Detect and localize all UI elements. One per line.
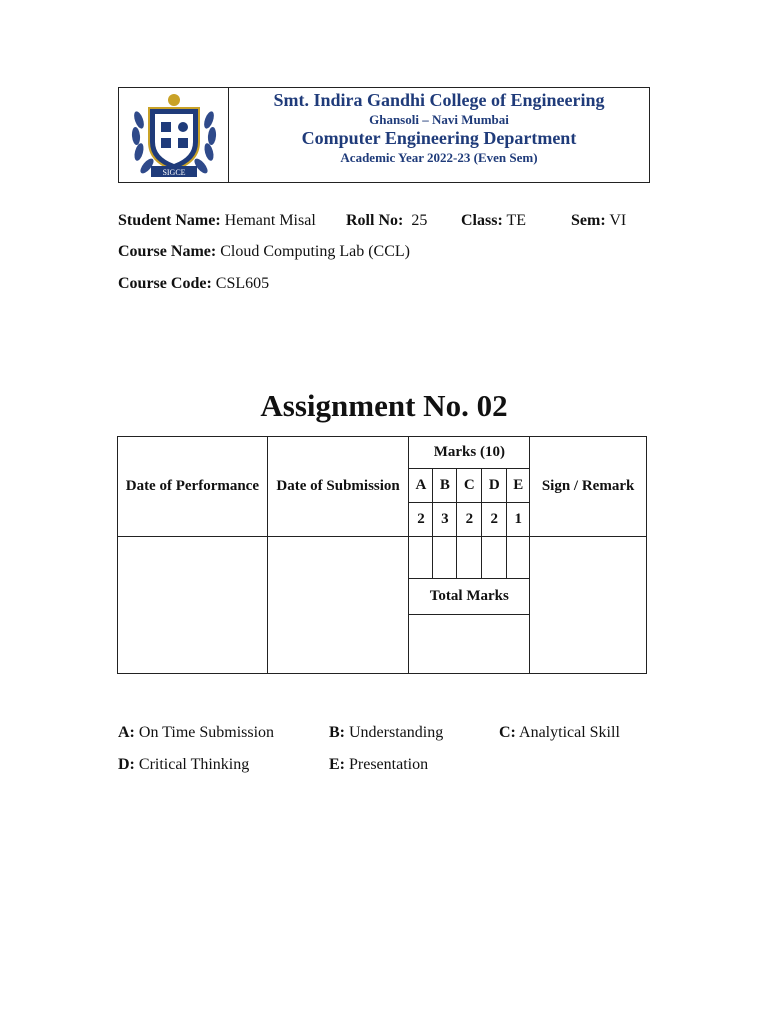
legend-b bbox=[329, 724, 443, 742]
marks-table bbox=[117, 436, 647, 674]
course-code-label: Course Code: bbox=[118, 275, 212, 292]
course-name-label: Course Name: bbox=[118, 243, 217, 260]
legend-c bbox=[499, 724, 620, 742]
course-code-line bbox=[118, 275, 269, 293]
legend-text: On Time Submission bbox=[138, 724, 275, 741]
class-line bbox=[461, 212, 526, 230]
course-name-line bbox=[118, 243, 410, 261]
college-info bbox=[229, 88, 649, 182]
student-name-line bbox=[118, 212, 316, 230]
max-marks-b: 3 bbox=[433, 503, 457, 537]
max-marks-c: 2 bbox=[457, 503, 482, 537]
total-marks-label: Total Marks bbox=[409, 579, 530, 615]
college-location: Ghansoli – Navi Mumbai bbox=[369, 112, 509, 127]
sem-label: Sem: bbox=[571, 212, 606, 229]
criteria-a: A bbox=[409, 469, 433, 503]
student-name-label: Student Name: bbox=[118, 212, 221, 229]
marks-cell-b[interactable] bbox=[433, 537, 457, 579]
course-code-value: CSL605 bbox=[215, 275, 270, 292]
date-of-performance-header: Date of Performance bbox=[118, 437, 268, 537]
marks-cell-a[interactable] bbox=[409, 537, 433, 579]
legend-a bbox=[118, 724, 274, 742]
student-name-value: Hemant Misal bbox=[224, 212, 316, 229]
legend-key: D: bbox=[118, 756, 135, 773]
college-header bbox=[118, 87, 650, 183]
legend-key: B: bbox=[329, 724, 345, 741]
total-marks-cell[interactable] bbox=[409, 615, 530, 674]
legend-text: Understanding bbox=[349, 724, 444, 741]
criteria-e: E bbox=[507, 469, 530, 503]
legend-key: C: bbox=[499, 724, 516, 741]
criteria-b: B bbox=[433, 469, 457, 503]
logo-ribbon-text: SIGCE bbox=[162, 168, 186, 177]
sem-value: VI bbox=[609, 212, 627, 229]
max-marks-e: 1 bbox=[507, 503, 530, 537]
course-name-value: Cloud Computing Lab (CCL) bbox=[220, 243, 410, 260]
legend-key: A: bbox=[118, 724, 135, 741]
date-of-submission-header: Date of Submission bbox=[267, 437, 409, 537]
marks-cell-d[interactable] bbox=[482, 537, 507, 579]
marks-cell-e[interactable] bbox=[507, 537, 530, 579]
roll-no-line bbox=[346, 212, 427, 230]
max-marks-a: 2 bbox=[409, 503, 433, 537]
sign-remark-header: Sign / Remark bbox=[530, 437, 647, 537]
assignment-title: Assignment No. 02 bbox=[260, 388, 508, 423]
criteria-d: D bbox=[482, 469, 507, 503]
legend-text: Analytical Skill bbox=[519, 724, 620, 741]
academic-year: Academic Year 2022-23 (Even Sem) bbox=[340, 150, 538, 165]
sign-remark-cell[interactable] bbox=[530, 537, 647, 674]
college-logo bbox=[119, 88, 229, 182]
criteria-c: C bbox=[457, 469, 482, 503]
legend-text: Presentation bbox=[349, 756, 429, 773]
date-of-submission-cell[interactable] bbox=[267, 537, 409, 674]
legend-text: Critical Thinking bbox=[138, 756, 250, 773]
legend-e bbox=[329, 756, 428, 774]
sem-line bbox=[571, 212, 626, 230]
roll-no-value: 25 bbox=[411, 212, 428, 229]
marks-cell-c[interactable] bbox=[457, 537, 482, 579]
max-marks-d: 2 bbox=[482, 503, 507, 537]
legend-key: E: bbox=[329, 756, 345, 773]
class-label: Class: bbox=[461, 212, 503, 229]
date-of-performance-cell[interactable] bbox=[118, 537, 268, 674]
department-name: Computer Engineering Department bbox=[301, 128, 577, 148]
marks-header: Marks (10) bbox=[409, 437, 530, 469]
class-value: TE bbox=[506, 212, 527, 229]
roll-no-label: Roll No: bbox=[346, 212, 404, 229]
college-name: Smt. Indira Gandhi College of Engineering bbox=[273, 90, 605, 110]
legend-d bbox=[118, 756, 249, 774]
